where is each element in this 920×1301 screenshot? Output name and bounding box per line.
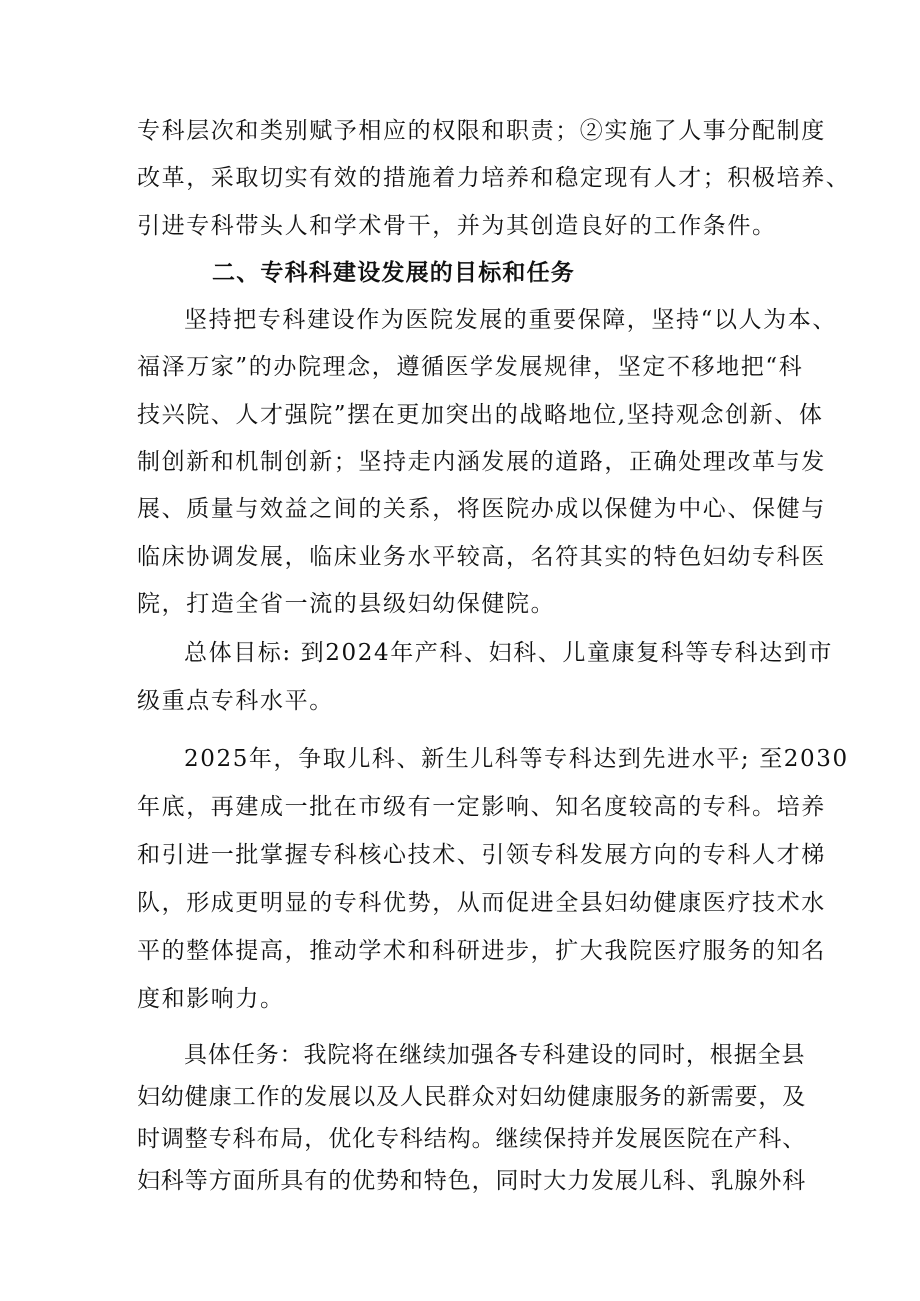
paragraph-line: 总体目标: 到2024年产科、妇科、儿童康复科等专科达到市 — [184, 640, 833, 666]
paragraph-line: 改革，采取切实有效的措施着力培养和稳定现有人才；积极培养、 — [137, 165, 851, 191]
paragraph-line: 队，形成更明显的专科优势，从而促进全县妇幼健康医疗技术水 — [137, 890, 826, 916]
paragraph-line: 具体任务：我院将在继续加强各专科建设的同时，根据全县 — [184, 1042, 806, 1068]
paragraph-line: 技兴院、人才强院”摆在更加突出的战略地位,坚持观念创新、体 — [137, 402, 824, 428]
paragraph-line: 平的整体提高，推动学术和科研进步，扩大我院医疗服务的知名 — [137, 938, 826, 964]
paragraph-line: 妇科等方面所具有的优势和特色，同时大力发展儿科、乳腺外科 — [137, 1168, 807, 1194]
paragraph-line: 度和影响力。 — [137, 986, 285, 1012]
paragraph-line: 引进专科带头人和学术骨干，并为其创造良好的工作条件。 — [137, 213, 777, 239]
paragraph-line: 制创新和机制创新；坚持走内涵发展的道路，正确处理改革与发 — [137, 449, 826, 475]
paragraph-line: 时调整专科布局，优化专科结构。继续保持并发展医院在产科、 — [137, 1126, 807, 1152]
paragraph-line: 展、质量与效益之间的关系，将医院办成以保健为中心、保健与 — [137, 496, 826, 522]
paragraph-line: 专科层次和类别赋予相应的权限和职责；②实施了人事分配制度 — [137, 118, 826, 144]
paragraph-line: 院，打造全省一流的县级妇幼保健院。 — [137, 591, 556, 617]
section-heading: 二、专科科建设发展的目标和任务 — [212, 260, 575, 286]
paragraph-line: 临床协调发展，临床业务水平较高，名符其实的特色妇幼专科医 — [137, 544, 826, 570]
paragraph-line: 年底，再建成一批在市级有一定影响、知名度较高的专科。培养 — [137, 794, 826, 820]
paragraph-line: 坚持把专科建设作为医院发展的重要保障，坚持“以人为本、 — [184, 307, 837, 333]
paragraph-line: 2025年，争取儿科、新生儿科等专科达到先进水平; 至2030 — [184, 746, 849, 772]
paragraph-line: 级重点专科水平。 — [137, 688, 334, 714]
paragraph-line: 福泽万家”的办院理念，遵循医学发展规律，坚定不移地把“科 — [137, 354, 804, 380]
paragraph-line: 和引进一批掌握专科核心技术、引领专科发展方向的专科人才梯 — [137, 842, 826, 868]
paragraph-line: 妇幼健康工作的发展以及人民群众对妇幼健康服务的新需要，及 — [137, 1084, 807, 1110]
